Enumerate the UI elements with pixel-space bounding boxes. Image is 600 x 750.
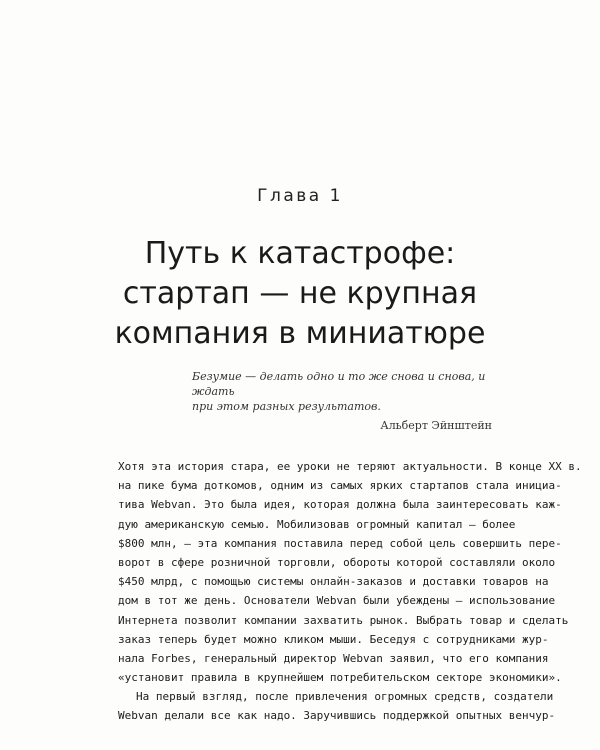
body-line: нала Forbes, генеральный директор Webvan заявил, что его компания <box>118 651 549 665</box>
body-line: тива Webvan. Это была идея, которая должна была заинтересовать каж- <box>118 498 562 512</box>
body-line: Хотя эта история стара, ее уроки не теряют актуальности. В конце XX в. <box>118 460 582 473</box>
body-line: дую американскую семью. Мобилизовав огромный капитал — более <box>118 517 516 531</box>
body-line: Интернета позволит компании захватить рынок. Выбрать товар и сделать <box>118 613 569 627</box>
body-line: $450 млрд, с помощью системы онлайн-заказов и доставки товаров на <box>118 575 549 589</box>
chapter-number: Глава 1 <box>257 186 343 206</box>
chapter-title-line: стартап — не крупная <box>122 276 478 311</box>
body-line: $800 млн, — эта компания поставила перед собой цель совершить пере- <box>118 536 562 550</box>
body-line: ворот в сфере розничной торговли, обороты которой составляли около <box>118 555 556 569</box>
chapter-title <box>0 234 600 354</box>
epigraph-line: при этом разных результатов. <box>192 400 381 413</box>
body-text <box>118 457 582 726</box>
epigraph <box>192 369 492 432</box>
epigraph-quote <box>192 369 492 414</box>
chapter-title-line: Путь к катастрофе: <box>144 236 456 271</box>
body-line: «установит правила в крупнейшем потребительском секторе экономики». <box>118 671 562 685</box>
epigraph-line: Безумие — делать одно и то же снова и снова, и ждать <box>192 370 486 398</box>
chapter-title-line: компания в миниатюре <box>114 316 486 351</box>
epigraph-author: Альберт Эйнштейн <box>380 419 492 432</box>
body-line: дом в тот же день. Основатели Webvan были убеждены — использование <box>118 594 556 608</box>
body-line: Webvan делали все как надо. Заручившись поддержкой опытных венчур- <box>118 709 556 723</box>
body-line: заказ теперь будет можно кликом мыши. Беседуя с сотрудниками жур- <box>118 632 549 646</box>
body-line: на пике бума доткомов, одним из самых ярких стартапов стала инициа- <box>118 479 562 493</box>
body-line: На первый взгляд, после привлечения огромных средств, создатели <box>136 690 554 704</box>
